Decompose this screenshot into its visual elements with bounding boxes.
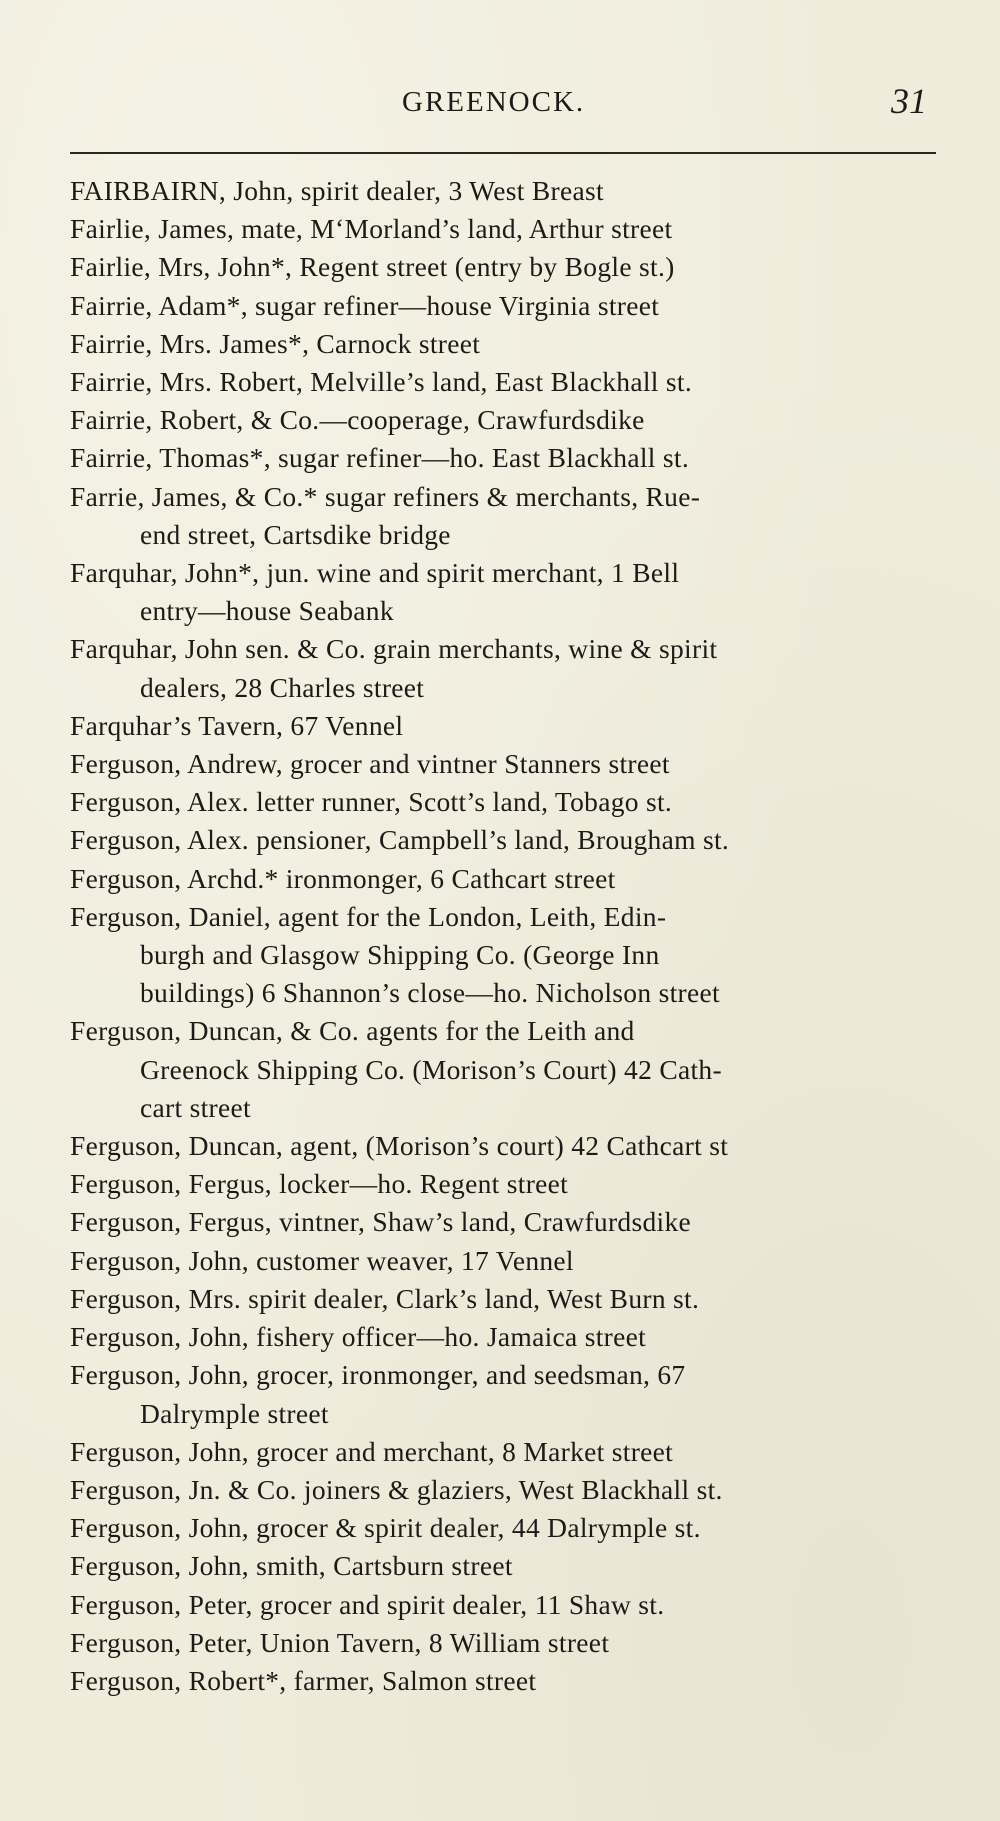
- directory-entry: [70, 210, 945, 248]
- entry-line: end street, Cartsdike bridge: [140, 518, 451, 550]
- directory-entry: [70, 1280, 945, 1318]
- entry-line: Ferguson, Duncan, & Co. agents for the Leith and: [70, 1015, 635, 1047]
- directory-entry: [70, 1203, 945, 1241]
- entry-line: Ferguson, Archd.* ironmonger, 6 Cathcart street: [70, 862, 616, 894]
- entry-line: buildings) 6 Shannon’s close—ho. Nicholson street: [140, 977, 720, 1009]
- running-head: GREENOCK.: [402, 86, 586, 118]
- entry-line: Farquhar, John*, jun. wine and spirit merchant, 1 Bell: [70, 557, 680, 589]
- entry-line: Ferguson, Peter, grocer and spirit dealer, 11 Shaw st.: [70, 1588, 665, 1620]
- directory-entry: [70, 898, 945, 1013]
- entry-line: dealers, 28 Charles street: [140, 671, 425, 703]
- directory-entry: [70, 745, 945, 783]
- directory-entry: [70, 401, 945, 439]
- directory-entry: [70, 172, 945, 210]
- entry-line: Fairrie, Mrs. Robert, Melville’s land, East Blackhall st.: [70, 366, 692, 398]
- entry-line: Ferguson, John, fishery officer—ho. Jamaica street: [70, 1321, 647, 1353]
- entry-line: Fairrie, Robert, & Co.—cooperage, Crawfurdsdike: [70, 404, 645, 436]
- entry-line: FAIRBAIRN, John, spirit dealer, 3 West Breast: [70, 175, 604, 206]
- directory-entry: [70, 1471, 945, 1509]
- directory-entries: [70, 172, 950, 1700]
- entry-line: Ferguson, Duncan, agent, (Morison’s court) 42 Cathcart st: [70, 1130, 729, 1162]
- directory-entry: [70, 707, 945, 745]
- directory-entry: [70, 1586, 945, 1624]
- entry-line: Ferguson, Alex. pensioner, Campbell’s land, Brougham st.: [70, 824, 730, 856]
- directory-entry: [70, 325, 945, 363]
- directory-entry: [70, 1624, 945, 1662]
- entry-line: Ferguson, Mrs. spirit dealer, Clark’s land, West Burn st.: [70, 1282, 700, 1314]
- entry-line: Dalrymple street: [140, 1397, 329, 1429]
- directory-entry: [70, 821, 945, 859]
- entry-line: Ferguson, John, customer weaver, 17 Vennel: [70, 1244, 574, 1276]
- entry-line: Fairrie, Mrs. James*, Carnock street: [70, 327, 481, 359]
- header-rule: [70, 152, 936, 154]
- entry-line: Ferguson, John, grocer, ironmonger, and seedsman, 67: [70, 1359, 686, 1391]
- entry-line: Ferguson, Jn. & Co. joiners & glaziers, West Blackhall st.: [70, 1473, 723, 1505]
- directory-entry: [70, 478, 945, 554]
- directory-entry: [70, 287, 945, 325]
- entry-line: Ferguson, Robert*, farmer, Salmon street: [70, 1664, 537, 1696]
- entry-line: Ferguson, John, grocer & spirit dealer, 44 Dalrymple st.: [70, 1512, 701, 1544]
- directory-entry: [70, 554, 945, 630]
- entry-line: Fairlie, James, mate, M‘Morland’s land, Arthur street: [70, 213, 673, 245]
- entry-line: cart street: [140, 1091, 251, 1123]
- entry-line: Ferguson, John, grocer and merchant, 8 Market street: [70, 1435, 674, 1467]
- directory-entry: [70, 1662, 945, 1700]
- entry-line: burgh and Glasgow Shipping Co. (George Inn: [140, 939, 660, 971]
- entry-line: Fairrie, Adam*, sugar refiner—house Virginia street: [70, 289, 660, 321]
- entry-line: Farquhar, John sen. & Co. grain merchants, wine & spirit: [70, 633, 718, 665]
- directory-entry: [70, 439, 945, 477]
- entry-line: Farquhar’s Tavern, 67 Vennel: [70, 709, 404, 741]
- entry-line: Ferguson, John, smith, Cartsburn street: [70, 1550, 513, 1582]
- directory-entry: [70, 1509, 945, 1547]
- entry-line: Ferguson, Alex. letter runner, Scott’s land, Tobago st.: [70, 786, 673, 818]
- entry-line: Fairrie, Thomas*, sugar refiner—ho. East Blackhall st.: [70, 442, 690, 474]
- directory-entry: [70, 363, 945, 401]
- entry-line: entry—house Seabank: [140, 595, 394, 627]
- directory-entry: [70, 1242, 945, 1280]
- entry-line: Ferguson, Andrew, grocer and vintner Stanners street: [70, 748, 670, 780]
- page-number: 31: [891, 81, 927, 121]
- entry-line: Ferguson, Fergus, locker—ho. Regent street: [70, 1168, 569, 1200]
- directory-entry: [70, 860, 945, 898]
- directory-entry: [70, 630, 945, 706]
- directory-entry: [70, 1165, 945, 1203]
- directory-entry: [70, 1012, 945, 1127]
- entry-line: Ferguson, Daniel, agent for the London, Leith, Edin-: [70, 900, 667, 932]
- directory-entry: [70, 783, 945, 821]
- directory-entry: [70, 1318, 945, 1356]
- entry-line: Greenock Shipping Co. (Morison’s Court) 42 Cath-: [140, 1053, 722, 1085]
- directory-entry: [70, 1547, 945, 1585]
- directory-entry: [70, 1433, 945, 1471]
- entry-line: Farrie, James, & Co.* sugar refiners & merchants, Rue-: [70, 480, 701, 512]
- directory-entry: [70, 1356, 945, 1432]
- directory-entry: [70, 248, 945, 286]
- directory-entry: [70, 1127, 945, 1165]
- entry-line: Ferguson, Peter, Union Tavern, 8 William street: [70, 1626, 610, 1658]
- entry-line: Ferguson, Fergus, vintner, Shaw’s land, Crawfurdsdike: [70, 1206, 692, 1238]
- entry-line: Fairlie, Mrs, John*, Regent street (entry by Bogle st.): [70, 251, 675, 283]
